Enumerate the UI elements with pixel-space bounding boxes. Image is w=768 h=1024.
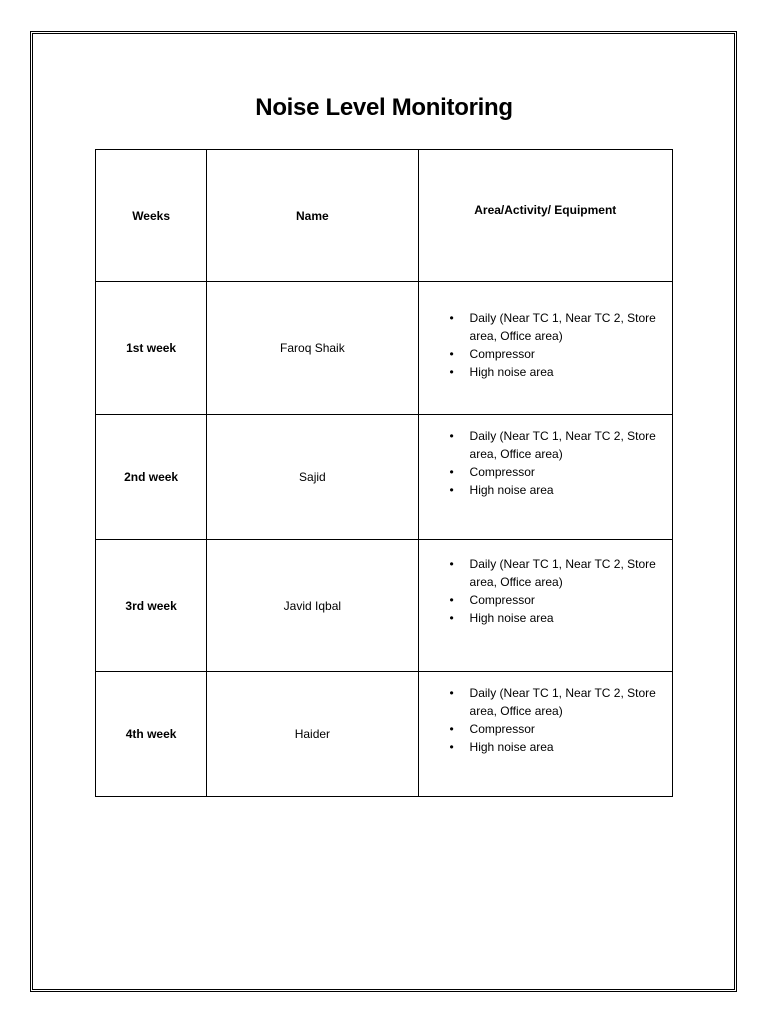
area-list bbox=[419, 309, 672, 381]
area-item-text: Daily (Near TC 1, Near TC 2, Store area, Office area) bbox=[469, 686, 656, 718]
bullet-icon: • bbox=[449, 311, 454, 325]
area-item-text: Compressor bbox=[469, 722, 535, 736]
area-item-text: Daily (Near TC 1, Near TC 2, Store area, Office area) bbox=[469, 429, 656, 461]
week-cell: 3rd week bbox=[96, 540, 207, 672]
list-item bbox=[449, 738, 662, 756]
table-row bbox=[96, 540, 673, 672]
bullet-icon: • bbox=[449, 592, 454, 607]
area-cell bbox=[418, 540, 672, 672]
area-cell bbox=[418, 672, 672, 797]
table-header-row bbox=[96, 150, 673, 282]
table-row bbox=[96, 282, 673, 415]
week-cell: 1st week bbox=[96, 282, 207, 415]
bullet-icon: • bbox=[449, 347, 454, 361]
name-cell: Faroq Shaik bbox=[207, 282, 418, 415]
bullet-icon: • bbox=[449, 556, 454, 571]
week-cell: 2nd week bbox=[96, 415, 207, 540]
list-item bbox=[449, 427, 662, 463]
area-list bbox=[419, 684, 672, 756]
table-row bbox=[96, 415, 673, 540]
area-item-text: Compressor bbox=[469, 465, 535, 479]
list-item bbox=[449, 684, 662, 720]
area-item-text: Compressor bbox=[469, 347, 535, 361]
header-area bbox=[418, 150, 672, 282]
bullet-icon: • bbox=[449, 365, 454, 379]
area-list bbox=[419, 555, 672, 627]
bullet-icon: • bbox=[449, 610, 454, 625]
bullet-icon: • bbox=[449, 740, 454, 754]
area-item-text: High noise area bbox=[469, 610, 554, 625]
name-cell: Sajid bbox=[207, 415, 418, 540]
document-title: Noise Level Monitoring bbox=[255, 94, 513, 121]
table-row bbox=[96, 672, 673, 797]
area-cell bbox=[418, 282, 672, 415]
week-cell: 4th week bbox=[96, 672, 207, 797]
area-cell bbox=[418, 415, 672, 540]
list-item bbox=[449, 720, 662, 738]
area-item-text: Daily (Near TC 1, Near TC 2, Store area, Office area) bbox=[469, 556, 656, 589]
bullet-icon: • bbox=[449, 429, 454, 443]
list-item bbox=[449, 463, 662, 481]
area-item-text: High noise area bbox=[469, 483, 554, 497]
monitoring-schedule-table bbox=[95, 149, 673, 797]
area-item-text: Daily (Near TC 1, Near TC 2, Store area, Office area) bbox=[469, 311, 656, 343]
list-item bbox=[449, 309, 662, 345]
header-area-label: Area/Activity/ Equipment bbox=[474, 202, 617, 217]
list-item bbox=[449, 555, 662, 591]
area-item-text: Compressor bbox=[469, 592, 535, 607]
area-item-text: High noise area bbox=[469, 365, 554, 379]
bullet-icon: • bbox=[449, 483, 454, 497]
area-list bbox=[419, 427, 672, 499]
header-name: Name bbox=[207, 150, 418, 282]
list-item bbox=[449, 591, 662, 609]
list-item bbox=[449, 481, 662, 499]
bullet-icon: • bbox=[449, 686, 454, 700]
list-item bbox=[449, 363, 662, 381]
name-cell: Javid Iqbal bbox=[207, 540, 418, 672]
bullet-icon: • bbox=[449, 722, 454, 736]
list-item bbox=[449, 609, 662, 627]
header-weeks: Weeks bbox=[96, 150, 207, 282]
name-cell: Haider bbox=[207, 672, 418, 797]
list-item bbox=[449, 345, 662, 363]
area-item-text: High noise area bbox=[469, 740, 554, 754]
bullet-icon: • bbox=[449, 465, 454, 479]
